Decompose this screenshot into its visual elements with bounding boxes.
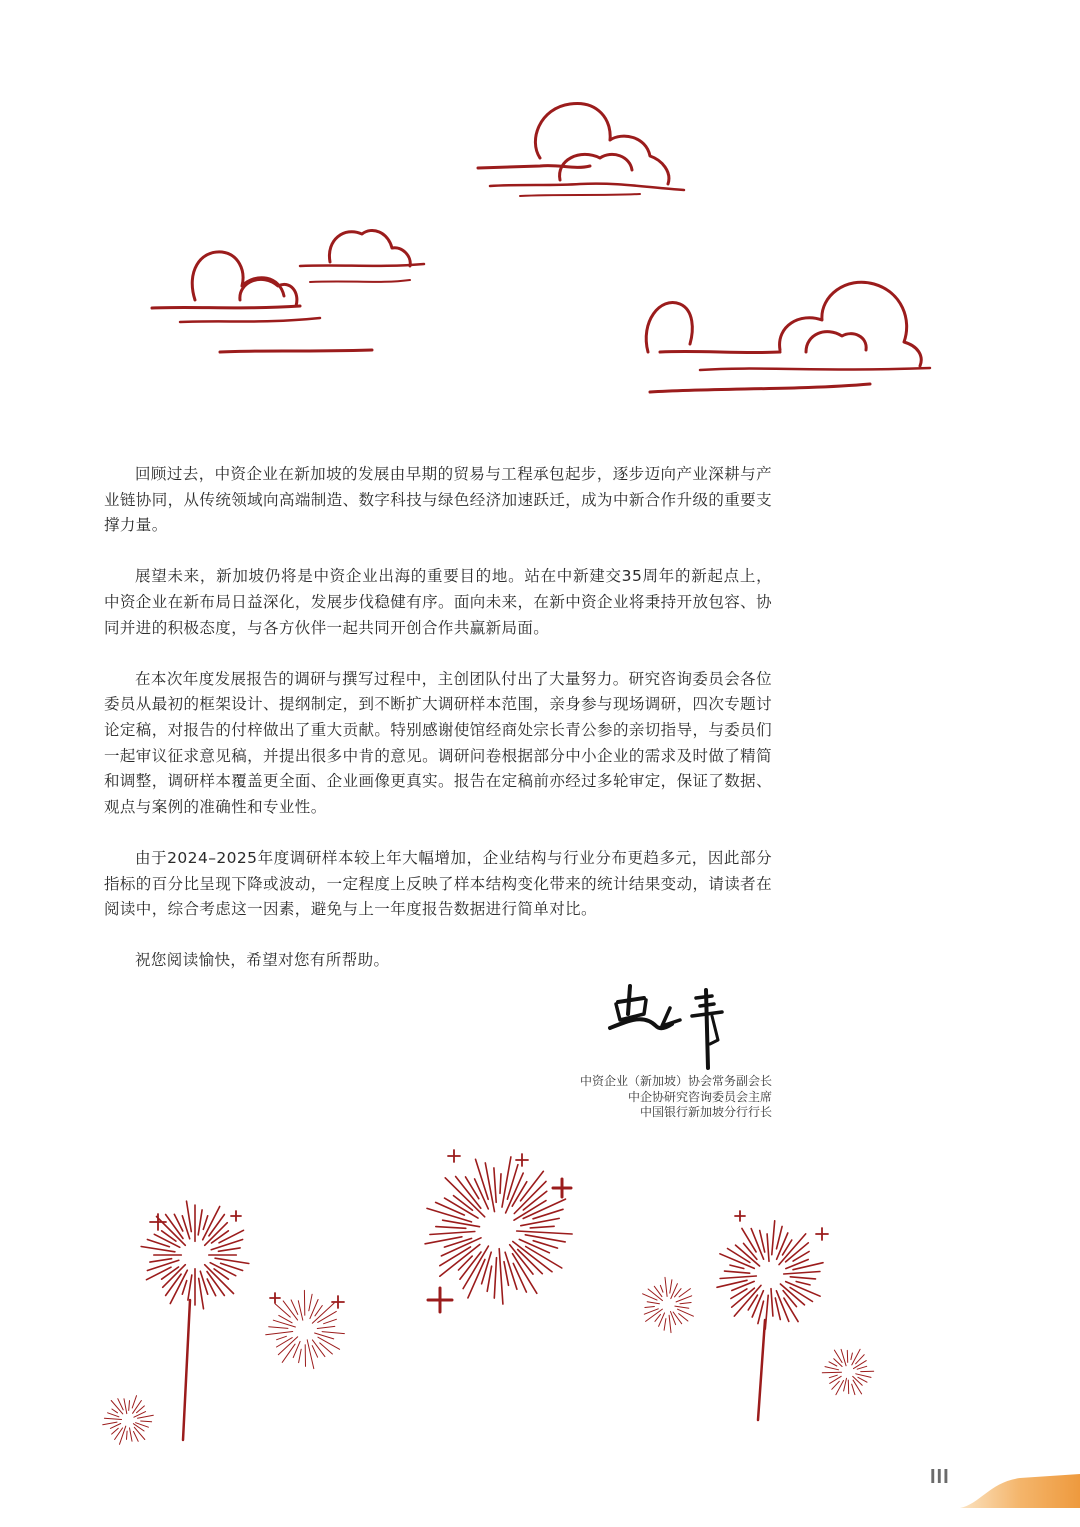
firework-ray	[312, 1346, 317, 1358]
firework-ray	[275, 1304, 290, 1317]
firework-ray	[767, 1234, 769, 1261]
firework-ray	[771, 1289, 773, 1316]
firework-ray	[127, 1431, 128, 1439]
firework-ray	[198, 1210, 202, 1235]
firework-ray	[112, 1409, 118, 1413]
firework-ray	[660, 1285, 663, 1292]
firework-ray	[533, 1209, 563, 1219]
firework-ray	[315, 1333, 334, 1339]
firework-ray	[130, 1428, 133, 1441]
firework-ray	[825, 1367, 839, 1370]
firework-ray	[777, 1226, 783, 1248]
firework-ray	[298, 1301, 303, 1321]
firework-ray	[829, 1362, 837, 1366]
firework-ray	[137, 1406, 145, 1413]
cloud-left-icon	[152, 230, 424, 352]
firework-ray	[134, 1427, 145, 1439]
sparkle-icon	[553, 1179, 571, 1197]
fireworks-illustrations	[0, 1140, 1080, 1460]
firework-ray	[499, 1249, 503, 1304]
firework-ray	[676, 1296, 692, 1302]
firework-ray	[310, 1300, 318, 1319]
firework-ray	[525, 1235, 565, 1242]
firework-ray	[134, 1412, 146, 1418]
firework-ray	[430, 1232, 475, 1235]
firework-ray	[530, 1226, 554, 1228]
firework-ray	[277, 1336, 287, 1339]
firework-trail	[758, 1320, 765, 1420]
sparkle-icon	[816, 1228, 828, 1240]
firework-ray	[514, 1181, 546, 1213]
firework-ray	[103, 1422, 117, 1425]
cloud-illustrations	[0, 0, 1080, 430]
firework-ray	[129, 1401, 130, 1411]
firework-ray	[645, 1307, 655, 1308]
firework-center-icon	[425, 1157, 572, 1304]
sparkle-icon	[231, 1211, 241, 1221]
firework-ray	[494, 1168, 496, 1202]
firework-ray	[796, 1282, 810, 1285]
firework-ray	[134, 1432, 139, 1442]
firework-ray	[665, 1277, 667, 1296]
letter-body	[104, 462, 772, 999]
firework-ray	[680, 1303, 691, 1304]
paragraph-3: 在本次年度发展报告的调研与撰写过程中，主创团队付出了大量努力。研究咨询委员会各位委员从最初的框架设计、提纲制定，到不断扩大调研样本范围，亲身参与现场调研，四次专题讨论定稿，对报告的付梓做出了重大贡献。特别感谢使馆经商处宗长青公参的亲切指导，与委员们一起审议征求意见稿，并提出很多中肯的意见。调研问卷根据部分中小企业的需求及时做了精简和调整，调研样本覆盖更全面、企业画像更真实。报告在定稿前亦经过多轮审定，保证了数据、观点与案例的准确性和专业性。	[104, 669, 772, 816]
firework-ray	[299, 1349, 302, 1362]
page-tab-decoration	[960, 1474, 1080, 1508]
firework-ray	[853, 1376, 863, 1385]
firework-ray	[742, 1228, 756, 1252]
page-number: III	[930, 1466, 950, 1488]
firework-ray	[309, 1294, 312, 1311]
sparkle-icon	[428, 1288, 452, 1312]
firework-ray	[784, 1272, 820, 1275]
firework-ray	[322, 1332, 344, 1334]
firework-ray	[266, 1332, 293, 1335]
firework-ray	[858, 1377, 867, 1382]
firework-ray	[671, 1284, 678, 1299]
firework-ray	[647, 1302, 659, 1304]
firework-ray	[655, 1314, 661, 1321]
firework-ray	[829, 1375, 837, 1378]
firework-ray	[758, 1301, 764, 1323]
firework-ray	[513, 1263, 526, 1292]
firework-ray	[679, 1289, 690, 1297]
firework-ray	[317, 1326, 335, 1328]
firework-ray	[307, 1340, 314, 1369]
firework-ray	[504, 1262, 509, 1286]
firework-ray	[772, 1221, 775, 1255]
firework-ray	[293, 1341, 300, 1357]
closing-line: 祝您阅读愉快，希望对您有所帮助。	[135, 951, 390, 970]
firework-center-small-icon	[643, 1277, 694, 1332]
firework-ray	[108, 1413, 119, 1417]
firework-ray	[182, 1281, 186, 1295]
firework-ray	[760, 1231, 765, 1253]
firework-ray	[463, 1246, 488, 1289]
firework-ray	[104, 1418, 121, 1419]
firework-ray	[790, 1277, 815, 1279]
firework-ray	[203, 1216, 207, 1230]
firework-ray	[112, 1428, 119, 1434]
firework-ray	[324, 1319, 337, 1323]
firework-ray	[487, 1266, 491, 1291]
firework-ray	[784, 1298, 798, 1322]
firework-ray	[466, 1177, 479, 1199]
sparkle-icon	[448, 1150, 460, 1162]
cloud-right-icon	[646, 282, 930, 392]
handwritten-signature	[600, 980, 740, 1070]
paragraph-2: 展望未来，新加坡仍将是中资企业出海的重要目的地。站在中新建交35周年的新起点上，中资企业在新布局日益深化，发展步伐稳健有序。面向未来，在新中资企业将秉持开放包容、协同并进的积极态度，与各方伙伴一起共同开创合作共赢新局面。	[104, 567, 772, 637]
firework-ray	[857, 1366, 867, 1369]
firework-right-large-icon	[717, 1221, 823, 1420]
firework-ray	[141, 1421, 152, 1422]
firework-ray	[150, 1259, 172, 1262]
signer-title-1: 中资企业（新加坡）协会常务副会长	[579, 1074, 772, 1088]
firework-ray	[517, 1231, 572, 1234]
sparkle-icon	[332, 1296, 344, 1308]
firework-ray	[443, 1220, 480, 1227]
firework-ray	[312, 1340, 325, 1357]
firework-ray	[282, 1344, 295, 1362]
sparkle-icon	[270, 1293, 280, 1303]
firework-ray	[822, 1372, 841, 1373]
firework-bottom-left-icon	[103, 1396, 154, 1445]
firework-left-large-icon	[141, 1201, 249, 1440]
sparkle-icon	[150, 1214, 166, 1230]
firework-ray	[132, 1396, 136, 1408]
firework-ray	[199, 1278, 204, 1308]
firework-ray	[273, 1320, 295, 1327]
firework-ray	[318, 1337, 340, 1349]
signer-title-2: 中企协研究咨询委员会主席	[627, 1089, 772, 1104]
firework-ray	[664, 1319, 666, 1331]
firework-ray	[671, 1312, 676, 1325]
firework-ray	[720, 1276, 756, 1279]
firework-ray	[679, 1314, 688, 1321]
firework-ray	[188, 1275, 192, 1300]
firework-ray	[278, 1337, 297, 1355]
firework-ray	[436, 1202, 465, 1215]
firework-ray	[187, 1201, 192, 1231]
firework-ray	[852, 1384, 855, 1394]
firework-ray	[124, 1399, 127, 1414]
firework-ray	[725, 1271, 750, 1273]
firework-ray	[852, 1349, 860, 1365]
firework-ray	[669, 1315, 671, 1332]
firework-ray	[844, 1378, 847, 1391]
firework-ray	[841, 1349, 846, 1365]
firework-ray	[500, 1174, 501, 1194]
firework-ray	[218, 1248, 240, 1251]
firework-ray	[269, 1327, 288, 1329]
firework-ray	[120, 1426, 126, 1444]
firework-ray	[730, 1265, 744, 1268]
paragraph-4: 由于2024–2025年度调研样本较上年大幅增加，企业结构与行业分布更趋多元，因此部分指标的百分比呈现下降或波动，一定程度上反映了样本结构变化带来的统计结果变动，请读者在阅读中，综合考虑这一因素，避免与上一年度报告数据进行简单对比。	[104, 848, 772, 919]
firework-ray	[118, 1399, 123, 1410]
firework-ray	[436, 1227, 466, 1229]
firework-ray	[521, 1218, 559, 1225]
firework-ray	[459, 1256, 473, 1270]
firework-ray	[494, 1258, 496, 1298]
firework-ray	[851, 1353, 853, 1360]
firework-ray	[502, 1157, 511, 1207]
signer-title-3: 中国银行新加坡分行行长	[639, 1105, 772, 1119]
firework-ray	[138, 1415, 154, 1418]
firework-right-small-icon	[822, 1349, 873, 1394]
signer-titles	[512, 1074, 772, 1121]
firework-ray	[670, 1280, 672, 1293]
sparkle-icon	[735, 1211, 745, 1221]
firework-ray	[775, 1298, 780, 1320]
firework-trail	[183, 1300, 190, 1440]
firework-ray	[675, 1306, 689, 1308]
cloud-top-center-icon	[478, 103, 684, 196]
firework-ray	[832, 1381, 840, 1389]
paragraph-1: 回顾过去，中资企业在新加坡的发展由早期的贸易与工程承包起步，逐步迈向产业深耕与产业链协同，从传统领域向高端制造、数字科技与绿色经济加速跃迁，成为中新合作升级的重要支撑力量。	[104, 465, 772, 535]
firework-ray	[110, 1424, 120, 1429]
firework-ray	[836, 1381, 844, 1395]
